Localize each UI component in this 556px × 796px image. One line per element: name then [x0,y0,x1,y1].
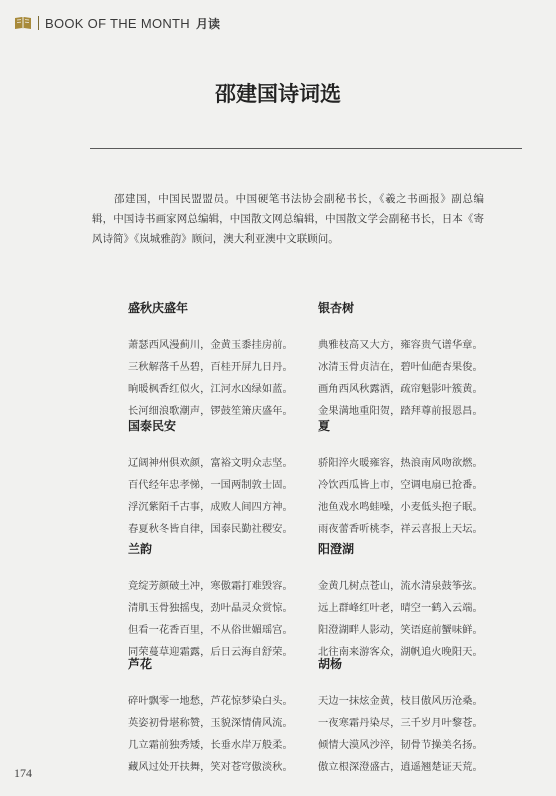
poem [318,540,528,663]
poem-title: 兰韵 [128,542,153,556]
poem-line: 但看一花香百里，不从俗世媚瑶宫。 [128,624,293,636]
poem-line: 金黄几树点苍山，流水清泉鼓筝弦。 [318,580,483,592]
poem-title: 国泰民安 [128,419,177,433]
poem [318,655,528,778]
poem-line: 英姿初骨堪称赞，玉貌深情倩风流。 [128,717,293,729]
poem-line: 浮沉紫陌千古事，成败人间四方神。 [128,501,293,513]
poem-line: 藏风过处开扶舞，笑对苍穹傲淡秋。 [128,761,293,773]
poem-line: 几立霜前独秀矮，长垂水岸万般柔。 [128,739,293,751]
poem-line: 北往南来游客众，湖帆追火晚阳天。 [318,646,483,658]
poem-line: 阳澄湖畔人影动，笑语庭前蟹味鲜。 [318,624,483,636]
poem-line: 萧瑟西风漫蓟川，金黄玉黍挂房前。 [128,339,293,351]
poem-line: 傲立根深澄盛古，逍遥翘楚证天荒。 [318,761,483,773]
poem-line: 金果满地重阳贺，踏拜尊前报恩昌。 [318,405,483,417]
poem-line: 典雅枝高又大方，雍容贵气谱华章。 [318,339,483,351]
title-divider [90,148,522,149]
poem [318,299,528,422]
poem-line: 晌暖枫香红似火，江河水凶绿如蓝。 [128,383,293,395]
book-icon [14,16,32,30]
poem-line: 辽阔神州俱欢颜，富裕文明众志坚。 [128,457,293,469]
poem-line: 百代经年忠孝悌，一国两制敦士固。 [128,479,293,491]
poem-line: 雨夜蕾香听桃李，祥云喜报上天坛。 [318,523,483,535]
section-label: BOOK OF THE MONTH [45,15,190,31]
header-divider [38,16,39,30]
poem-line: 远上群峰红叶老，晴空一鹤入云端。 [318,602,483,614]
poem-line: 同荣蔓草迎霜露，后日云海自舒荣。 [128,646,293,658]
poem-line: 画角西风秋露洒，疏帘魁影叶簇黄。 [318,383,483,395]
poem [128,540,338,663]
poem [128,655,338,778]
poem-title: 银杏树 [318,301,355,315]
poem [128,299,338,422]
poem-line: 一夜寒霜丹染尽，三千岁月叶黎苍。 [318,717,483,729]
poem-line: 骄阳淬火暖雍容，热浪南风吻欲燃。 [318,457,483,469]
poem [128,417,338,540]
author-intro: 邵建国，中国民盟盟员。中国硬笔书法协会副秘书长，《羲之书画报》副总编辑，中国诗书画家网总编辑，中国散文网总编辑，中国散文学会副秘书长，日本《寄风诗简》《岚城雅韵》顾问，澳大利亚澳中文联顾问。 [92,193,484,245]
poem-title: 阳澄湖 [318,542,355,556]
poem-line: 池鱼戏水鸣蛙噪，小麦低头抱子眠。 [318,501,483,513]
section-label-zh: 月读 [195,16,220,31]
poem-line: 长河细浪歌潮声，锣鼓笙箫庆盛年。 [128,405,293,417]
poem-line: 三秋解落千丛碧，百桂开屏九日丹。 [128,361,293,373]
poem-title: 芦花 [128,657,153,671]
poem-line: 冷饮西瓜皆上市，空调电扇已抢番。 [318,479,483,491]
poem-line: 倾情大漠风沙淬，韧骨节操美名扬。 [318,739,483,751]
poem [318,417,528,540]
poem-line: 冰清玉骨贞洁在，碧叶仙葩杏果俊。 [318,361,483,373]
poem-line: 春夏秋冬皆自律，国泰民勤社稷安。 [128,523,293,535]
poem-title: 胡杨 [318,657,343,671]
poem-title: 夏 [318,419,331,433]
magazine-header [14,12,220,34]
poem-line: 碎叶飘零一地愁，芦花惊梦染白头。 [128,695,293,707]
poem-line: 天边一抹炫金黄，枝目傲风历沧桑。 [318,695,483,707]
poem-line: 竞绽芳颜破土冲，寒傲霜打难毁容。 [128,580,293,592]
article-title: 邵建国诗词选 [215,82,341,106]
page-number: 174 [14,766,32,780]
poem-title: 盛秋庆盛年 [128,301,189,315]
poem-line: 清肌玉骨独摇曳，劲叶晶灵众赏惊。 [128,602,293,614]
